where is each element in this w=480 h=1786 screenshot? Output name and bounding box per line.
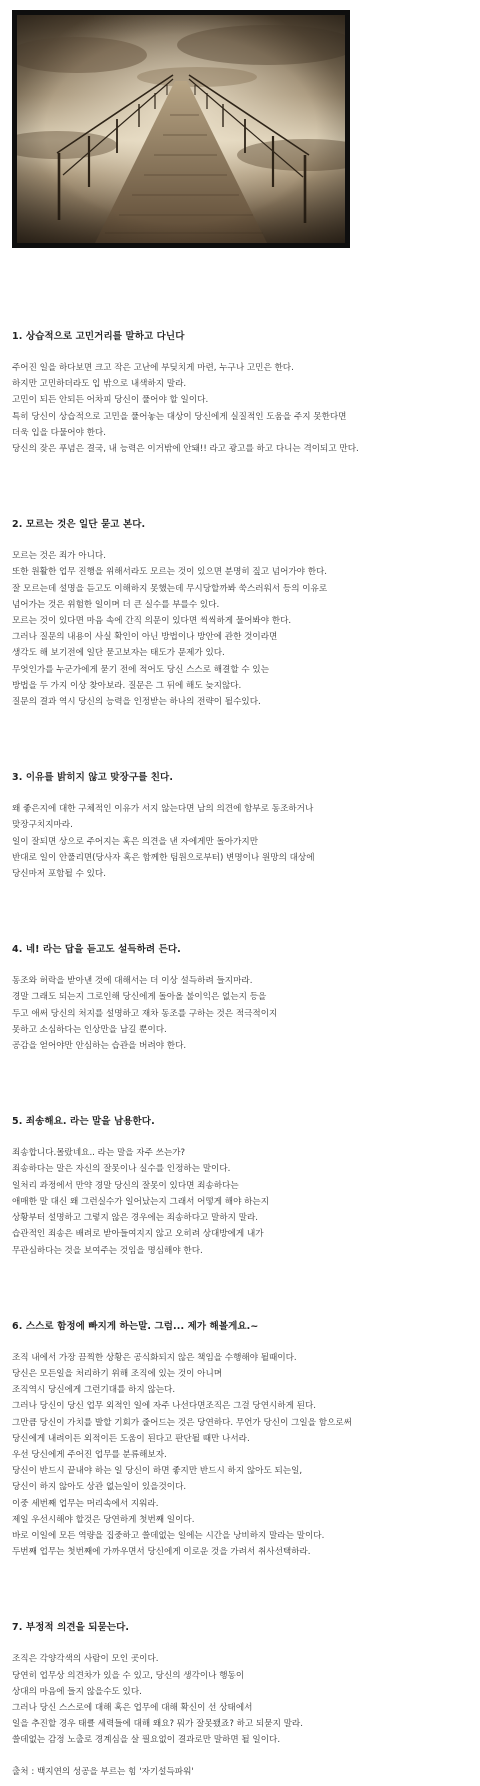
body-line: 경말 그래도 되는지 그로인해 당신에게 돌아올 불이익은 없는지 등을 — [12, 992, 267, 1003]
body-line: 하지만 고민하더라도 입 밖으로 내색하지 말라. — [12, 379, 187, 390]
body-line: 이중 세번째 업무는 머리속에서 지워라. — [12, 1498, 159, 1509]
body-line: 두번째 업무는 첫번째에 가까우면서 당신에게 이로운 것을 가려서 취사선택하라. — [12, 1547, 311, 1558]
section-spacer — [12, 1560, 468, 1621]
body-line: 그러나 당신 스스로에 대해 혹은 업무에 대해 확신이 선 상태에서 — [12, 1702, 253, 1713]
section-6 — [12, 1320, 468, 1561]
section-heading: 5. 죄송해요. 라는 말을 남용한다. — [12, 1116, 155, 1128]
body-line: 당신마저 포함될 수 있다. — [12, 869, 106, 880]
body-line: 더욱 입을 다물어야 한다. — [12, 427, 106, 438]
body-line: 당신은 모든일을 처리하기 위해 조직에 있는 것이 아니며 — [12, 1368, 223, 1379]
body-line: 왜 좋은지에 대한 구체적인 이유가 서지 않는다면 남의 의견에 함부로 동조하거나 — [12, 804, 314, 815]
body-line: 제일 우선시해야 할것은 당연하게 첫번째 일이다. — [12, 1514, 195, 1525]
section-heading: 4. 네! 라는 답을 듣고도 설득하려 든다. — [12, 944, 181, 956]
body-line: 일을 추진할 경우 태클 세력들에 대해 왜요? 뭐가 잘못됐죠? 하고 되묻지 말라. — [12, 1719, 303, 1730]
body-line: 질문의 결과 역시 당신의 능력을 인정받는 하나의 전략이 될수있다. — [12, 697, 261, 708]
body-line: 그만큼 당신이 가치를 발할 기회가 줄어드는 것은 당연하다. 무언가 당신이 그일을 함으로써 — [12, 1417, 352, 1428]
body-line: 죄송합니다.몰랐네요.. 라는 말을 자주 쓰는가? — [12, 1148, 186, 1159]
body-line: 고민이 되든 안되든 어차피 당신이 풀어야 할 일이다. — [12, 395, 209, 406]
section-heading: 6. 스스로 함정에 빠지게 하는말. 그럼... 제가 해볼게요.~ — [12, 1320, 259, 1332]
body-line: 조직역시 당신에게 그런기대를 하지 않는다. — [12, 1385, 176, 1396]
section-3 — [12, 771, 468, 882]
body-line: 맞장구치지마라. — [12, 820, 73, 831]
body-line: 동조와 허락을 받아낸 것에 대해서는 더 이상 설득하려 들지마라. — [12, 976, 253, 987]
body-line: 공감을 얻어야만 안심하는 습관을 버려야 한다. — [12, 1041, 187, 1052]
section-spacer — [12, 1054, 468, 1115]
section-2 — [12, 518, 468, 710]
body-line: 무관심하다는 것을 보여주는 것임을 명심해야 한다. — [12, 1245, 203, 1256]
body-line: 습관적인 죄송은 배려로 받아들여지지 않고 오히려 상대방에게 내가 — [12, 1229, 264, 1240]
body-line: 당신의 잦은 푸념은 결국, 내 능력은 이거밖에 안돼!! 라고 광고를 하고 다니는 격이되고 만다. — [12, 444, 359, 455]
section-heading: 2. 모르는 것은 일단 묻고 본다. — [12, 519, 146, 531]
source-citation: 출처 : 백지연의 성공을 부르는 힘 '자기설득파워' — [12, 1767, 194, 1777]
body-line: 상대의 마음에 들지 않을수도 있다. — [12, 1686, 142, 1697]
body-line: 무엇인가를 누군가에게 묻기 전에 적어도 당신 스스로 해결할 수 있는 — [12, 664, 270, 675]
body-line: 죄송하다는 말은 자신의 잘못이나 실수를 인정하는 말이다. — [12, 1164, 231, 1175]
body-line: 상황부터 설명하고 그렇지 않은 경우에는 죄송하다고 말하지 말라. — [12, 1213, 258, 1224]
section-heading: 3. 이유를 밝히지 않고 맞장구를 친다. — [12, 772, 174, 784]
body-line: 그러나 당신이 당신 업무 외적인 일에 자주 나선다면조직은 그걸 당연시하게 된다. — [12, 1401, 317, 1412]
body-line: 우선 당신에게 주어진 업무를 분류해보자. — [12, 1449, 167, 1460]
body-line: 당연히 업무상 의견차가 있을 수 있고, 당신의 생각이나 행동이 — [12, 1670, 245, 1681]
body-line: 애매한 말 대신 왜 그런실수가 일어났는지 그래서 어떻게 해야 하는지 — [12, 1196, 270, 1207]
article-body — [12, 330, 468, 1749]
body-line: 생각도 해 보기전에 일단 묻고보자는 태도가 문제가 있다. — [12, 648, 225, 659]
hero-image-frame — [12, 10, 350, 248]
section-4 — [12, 943, 468, 1054]
body-line: 모르는 것은 죄가 아니다. — [12, 551, 106, 562]
section-spacer — [12, 457, 468, 518]
section-1 — [12, 330, 468, 457]
body-line: 넘어가는 것은 위험한 일이며 더 큰 실수를 부를수 있다. — [12, 599, 220, 610]
section-spacer — [12, 710, 468, 771]
body-line: 잘 모르는데 설명을 듣고도 이해하지 못했는데 무시당할까봐 쑥스러워서 등의 이유로 — [12, 583, 328, 594]
section-spacer — [12, 1259, 468, 1320]
body-line: 당신이 반드시 끝내야 하는 일 당신이 하면 좋지만 반드시 하지 않아도 되는일, — [12, 1466, 303, 1477]
body-line: 조직은 각양각색의 사람이 모인 곳이다. — [12, 1654, 159, 1665]
body-line: 또한 원활한 업무 진행을 위해서라도 모르는 것이 있으면 분명히 짚고 넘어가야 한다. — [12, 567, 328, 578]
body-line: 모르는 것이 있다면 마음 속에 간직 의문이 있다면 씩씩하게 물어봐야 한다. — [12, 616, 292, 627]
body-line: 반대로 일이 안풀리면(당사자 혹은 함께한 팀원으로부터) 변명이나 원망의 대상에 — [12, 852, 315, 863]
section-spacer — [12, 882, 468, 943]
body-line: 조직 내에서 가장 끔찍한 상황은 공식화되지 않은 책임을 수행해야 될때이다. — [12, 1352, 297, 1363]
boardwalk-photo — [17, 15, 345, 243]
section-heading: 7. 부정적 의견을 되묻는다. — [12, 1622, 130, 1634]
body-line: 특히 당신이 상습적으로 고민을 풀어놓는 대상이 당신에게 실질적인 도움을 주지 못한다면 — [12, 411, 347, 422]
section-7 — [12, 1621, 468, 1748]
body-line: 당신에게 내려이든 외적이든 도움이 된다고 판단될 때만 나서라. — [12, 1433, 250, 1444]
body-line: 두고 애써 당신의 처지를 설명하고 재차 동조를 구하는 것은 적극적이지 — [12, 1008, 278, 1019]
section-heading: 1. 상습적으로 고민거리를 말하고 다닌다 — [12, 331, 185, 342]
body-line: 주어진 일을 하다보면 크고 작은 고난에 부딪치게 마련, 누구나 고민은 한다. — [12, 363, 294, 373]
body-line: 못하고 소심하다는 인상만을 남길 뿐이다. — [12, 1024, 167, 1035]
body-line: 당신이 하지 않아도 상관 없는일이 있을것이다. — [12, 1482, 187, 1493]
body-line: 방법을 두 가지 이상 찾아보라. 질문은 그 뒤에 해도 늦지않다. — [12, 680, 242, 691]
body-line: 일이 잘되면 상으로 주어지는 혹은 의견을 낸 자에게만 돌아가지만 — [12, 836, 258, 847]
body-line: 일처리 과정에서 만약 경말 당신의 잘못이 있다면 죄송하다는 — [12, 1180, 239, 1191]
section-5 — [12, 1115, 468, 1258]
body-line: 그러나 질문의 내용이 사실 확인이 아닌 방법이나 방안에 관한 것이라면 — [12, 632, 278, 643]
body-line: 바로 이일에 모든 역량을 집중하고 쓸데없는 일에는 시간을 낭비하지 말라는 말이다. — [12, 1530, 325, 1541]
body-line: 쓸데없는 감정 노출로 경계심을 살 필요없이 결과로만 말하면 될 일이다. — [12, 1735, 281, 1746]
